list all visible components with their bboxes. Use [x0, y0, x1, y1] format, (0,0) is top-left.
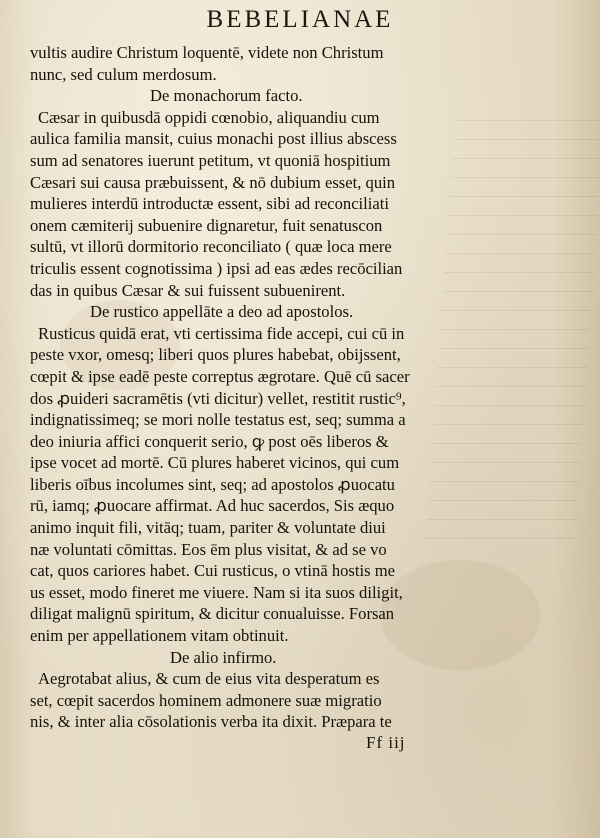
text-line: peste vxor, omesq; liberi quos plures habebat, obijssent,	[30, 345, 401, 365]
text-line: liberis oībus incolumes sint, seq; ad apostolos ꝓuocatu	[30, 474, 395, 494]
body-text	[30, 42, 470, 733]
text-line: nis, & inter alia cōsolationis verba ita dixit. Præpara te	[30, 712, 392, 732]
text-line: onem cæmiterij subuenire dignaretur, fuit senatuscon	[30, 215, 383, 235]
text-line: ipse vocet ad mortē. Cū plures haberet vicinos, qui cum	[30, 453, 400, 473]
section-heading: De monachorum facto.	[150, 86, 303, 106]
text-line: enim per appellationem vitam obtinuit.	[30, 626, 289, 646]
text-line: rū, iamq; ꝓuocare affirmat. Ad huc sacerdos, Sis æquo	[30, 496, 395, 516]
text-line: us esset, modo fineret me viuere. Nam si ita suos diligit,	[30, 582, 403, 602]
text-line: das in quibus Cæsar & sui fuissent subuenirent.	[30, 280, 346, 300]
text-line: cœpit & ipse eadē peste correptus ægrotare. Quē cū sacer	[30, 366, 410, 386]
section-heading: De alio infirmo.	[170, 647, 277, 667]
text-line: diligat malignū spiritum, & dicitur conualuisse. Forsan	[30, 604, 395, 624]
text-line: set, cœpit sacerdos hominem admonere suæ migratio	[30, 690, 382, 710]
text-line: indignatissimeq; se mori nolle testatus est, seq; summa a	[30, 410, 406, 430]
text-line: Cæsar in quibusdā oppidi cœnobio, aliquandiu cum	[38, 107, 380, 127]
text-line: triculis essent cognotissima ) ipsi ad eas ædes recōcilian	[30, 258, 403, 278]
text-line: nunc, sed culum merdosum.	[30, 64, 217, 84]
running-header: BEBELIANAE	[206, 6, 394, 33]
text-line: Aegrotabat alius, & cum de eius vita desperatum es	[38, 669, 380, 689]
section-heading: De rustico appellāte a deo ad apostolos.	[90, 302, 354, 322]
text-line: Rusticus quidā erat, vti certissima fide accepi, cui cū in	[38, 323, 405, 343]
text-line: næ voluntati cōmittas. Eos ēm plus visitat, & ad se vo	[30, 539, 387, 559]
text-line: vultis audire Christum loquentē, videte non Christum	[30, 43, 384, 62]
text-line: deo iniuria affici conquerit serio, ꝙ post oēs liberos &	[30, 431, 389, 451]
text-line: aulica familia mansit, cuius monachi post illius abscess	[30, 129, 397, 149]
text-line: animo inquit fili, vitāq; tuam, pariter & voluntate diui	[30, 518, 386, 538]
text-line: cat, quos cariores habet. Cui rusticus, o vtinā hostis me	[30, 561, 395, 581]
text-line: sum ad senatores iuerunt petitum, vt quoniā hospitium	[30, 150, 391, 170]
text-line: sultū, vt illorū dormitorio reconciliato ( quæ loca mere	[30, 237, 392, 257]
signature-mark: Ff iij	[366, 733, 406, 752]
text-line: Cæsari sui causa præbuissent, & nō dubium esset, quin	[30, 172, 396, 192]
text-line: mulieres interdū introductæ essent, sibi ad reconciliati	[30, 194, 389, 214]
text-line: dos ꝓuideri sacramētis (vti dicitur) vellet, restitit rustic⁹,	[30, 388, 406, 408]
